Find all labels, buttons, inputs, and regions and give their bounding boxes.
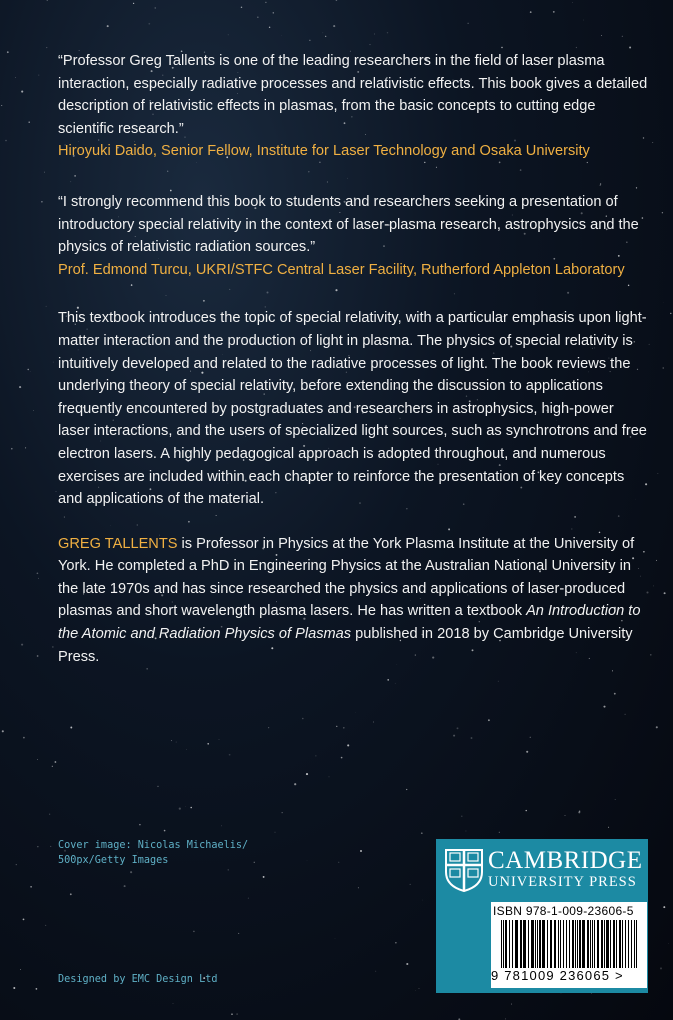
back-cover-text (58, 50, 648, 668)
star (395, 942, 396, 943)
star (624, 714, 625, 715)
star (269, 27, 270, 28)
barcode-bar (569, 920, 570, 968)
barcode-bar (501, 920, 502, 968)
star (5, 140, 7, 142)
star (46, 306, 47, 307)
star (498, 681, 499, 682)
star (37, 655, 39, 657)
barcode-bar (577, 920, 578, 968)
star (471, 737, 473, 739)
star (164, 830, 166, 832)
star (45, 925, 46, 926)
barcode-bar (613, 920, 615, 968)
star (457, 727, 459, 729)
barcode-bar (631, 920, 632, 968)
star (355, 713, 356, 714)
barcode-bar (604, 920, 605, 968)
star (336, 0, 338, 1)
star (601, 35, 602, 36)
star (28, 121, 29, 122)
star (107, 25, 109, 27)
star (19, 386, 21, 388)
star (338, 862, 339, 863)
barcode-bar (579, 920, 581, 968)
star (656, 726, 658, 728)
star (1, 105, 2, 106)
star (656, 560, 657, 561)
star (41, 201, 43, 203)
barcode-bar (619, 920, 621, 968)
barcode-bar (566, 920, 567, 968)
star (530, 737, 531, 738)
star (30, 886, 32, 888)
barcode-bar (597, 920, 599, 968)
star (501, 47, 502, 48)
star (662, 212, 663, 213)
barcode-bars (501, 920, 641, 972)
star (37, 759, 38, 760)
star (336, 726, 337, 727)
star (176, 742, 177, 743)
star (236, 1013, 237, 1014)
star (124, 885, 126, 887)
star (275, 832, 276, 833)
barcode-bar (531, 920, 534, 968)
star (511, 1004, 512, 1005)
barcode-bar (523, 920, 526, 968)
star (612, 670, 613, 671)
star (13, 987, 15, 989)
star (306, 773, 308, 775)
star (664, 592, 666, 594)
star (526, 751, 528, 753)
author-bio-end: published in 2018 by Cambridge University Press. (58, 626, 633, 665)
star (15, 77, 16, 78)
barcode-bar (622, 920, 623, 968)
publisher-name: CAMBRIDGE (488, 847, 643, 874)
barcode-bar (592, 920, 593, 968)
quote-2-attribution: Prof. Edmond Turcu, UKRI/STFC Central Laser Facility, Rutherford Appleton Laboratory (58, 261, 625, 278)
barcode-bar (628, 920, 629, 968)
star (670, 313, 671, 314)
quote-1-attribution: Hiroyuki Daido, Senior Fellow, Institute for Laser Technology and Osaka University (58, 143, 590, 160)
star (193, 931, 195, 933)
barcode-bar (606, 920, 609, 968)
star (139, 824, 141, 826)
star (28, 369, 29, 370)
star (603, 706, 605, 708)
star (133, 3, 134, 4)
star (410, 884, 411, 885)
barcode-bar (563, 920, 564, 968)
star (44, 172, 45, 173)
star (360, 850, 362, 852)
barcode-bar (528, 920, 529, 968)
previous-book-title: An Introduction to the Atomic and Radiation Physics of Plasmas (58, 603, 641, 643)
star (21, 644, 23, 646)
star (37, 846, 38, 847)
barcode-bar (601, 920, 603, 968)
star (374, 34, 375, 35)
barcode-bar (610, 920, 611, 968)
star (30, 371, 31, 372)
star (530, 11, 532, 13)
star (49, 814, 50, 815)
star (343, 727, 345, 729)
star (375, 971, 376, 972)
star (622, 36, 623, 37)
star (228, 34, 229, 35)
star (395, 683, 396, 684)
star (130, 871, 132, 873)
star (614, 693, 616, 695)
star (36, 988, 38, 990)
barcode-bar (560, 920, 561, 968)
star (238, 933, 239, 934)
star (147, 668, 148, 669)
star (526, 810, 527, 811)
star (652, 142, 653, 143)
star (23, 919, 25, 921)
star (23, 737, 25, 739)
barcode-bar (625, 920, 626, 968)
star (579, 810, 580, 811)
star (322, 32, 323, 33)
star (219, 739, 220, 740)
star (248, 898, 249, 899)
star (155, 7, 156, 8)
star (294, 783, 296, 785)
barcode-bar (542, 920, 545, 968)
star (419, 988, 420, 989)
barcode-bar (505, 920, 507, 968)
barcode-bar (616, 920, 617, 968)
cover-image-credit: Cover image: Nicolas Michaelis/ 500px/Getty Images (58, 840, 249, 866)
star (325, 36, 326, 37)
barcode-bar (554, 920, 556, 968)
quote-1-text: “Professor Greg Tallents is one of the leading researchers in the field of laser plasma interaction, especially radiative processes and relativistic effects. This book gives a detailed description of relativistic effects in plasmas, from the basic concepts to cutting edge scientific research.” (58, 53, 648, 137)
barcode-bar (539, 920, 541, 968)
quote-2-text: “I strongly recommend this book to students and researchers seeking a presentation of introductory special relativity in the context of laser-plasma research, astrophysics and the physics of relativistic radiation sources.” (58, 193, 639, 256)
barcode-bar (503, 920, 504, 968)
star (16, 864, 17, 865)
book-description: This textbook introduces the topic of special relativity, with a particular emphasis upon light-matter interaction and the production of light in plasma. The physics of special relativity is intuitively developed and related to the radiative processes of light. The book reviews the underlying theory of special relativity, before extending the discussion to applications frequently encountered by postgraduates and researchers in astrophysics, high-power laser interactions, and the users of specialized light sources, such as synchrotrons and free electron lasers. A highly pedagogical approach is adopted throughout, and numerous exercises are included within each chapter to reinforce the presentation of key concepts and applications of the material. (58, 310, 647, 508)
cambridge-shield-icon (444, 848, 484, 892)
star (660, 967, 662, 969)
star (231, 1013, 232, 1014)
star (207, 743, 209, 745)
star (373, 722, 374, 723)
star (358, 887, 359, 888)
isbn-barcode (491, 902, 647, 988)
author-bio-text: is Professor in Physics at the York Plasma Institute at the University of York. He completed a PhD in Engineering Physics at the Australian National University in the late 1970s and has since researched the physics and applications of laser-produced plasmas and short wavelength plasma lasers. He has written a textbook (58, 535, 635, 620)
star (565, 815, 566, 816)
star (21, 91, 23, 93)
barcode-bar (520, 920, 522, 968)
star (406, 963, 408, 965)
barcode-bar (547, 920, 548, 968)
star (56, 491, 57, 492)
star (70, 727, 72, 729)
barcode-bar (634, 920, 635, 968)
barcode-bar (512, 920, 513, 968)
star (406, 789, 407, 790)
design-credit: Designed by EMC Design Ltd (58, 974, 218, 985)
star (33, 410, 34, 411)
star (663, 367, 664, 368)
star (309, 40, 310, 41)
barcode-bar (537, 920, 538, 968)
star (553, 11, 555, 13)
barcode-bar (550, 920, 552, 968)
star (52, 646, 53, 647)
star (53, 362, 54, 363)
star (421, 832, 423, 834)
star (453, 735, 455, 737)
isbn-number: ISBN 978-1-009-23606-5 (493, 904, 634, 918)
star (468, 23, 469, 24)
star (7, 51, 9, 53)
star (663, 906, 665, 908)
star (315, 755, 316, 756)
star (228, 869, 229, 870)
barcode-bar (572, 920, 574, 968)
star (179, 808, 181, 810)
barcode-bar (535, 920, 536, 968)
star (333, 25, 335, 27)
star (190, 807, 192, 809)
barcode-bar (636, 920, 637, 968)
barcode-bar (515, 920, 518, 968)
star (38, 75, 39, 76)
star (302, 718, 304, 720)
star (173, 1003, 174, 1004)
star (335, 938, 336, 939)
author-name: GREG TALLENTS (58, 535, 178, 552)
star (70, 893, 72, 895)
star (328, 776, 329, 777)
star (499, 832, 500, 833)
star (282, 812, 283, 813)
barcode-bar (582, 920, 585, 968)
star (505, 1018, 506, 1019)
star (37, 572, 39, 574)
star (148, 23, 150, 25)
star (273, 12, 274, 13)
star (46, 47, 47, 48)
star (52, 766, 53, 767)
star (650, 654, 651, 655)
star (387, 32, 388, 33)
star (11, 448, 13, 450)
publisher-press: UNIVERSITY PRESS (488, 874, 637, 890)
star (20, 969, 21, 970)
barcode-bar (575, 920, 576, 968)
star (47, 0, 48, 1)
star (488, 719, 490, 721)
barcode-bar (509, 920, 510, 968)
star (347, 744, 349, 746)
star (268, 727, 269, 728)
star (615, 799, 616, 800)
star (649, 344, 650, 345)
star (572, 2, 573, 3)
star (465, 830, 466, 831)
author-bio (58, 533, 648, 669)
barcode-digits: 9 781009 236065 > (491, 968, 624, 983)
star (171, 740, 172, 741)
barcode-bar (590, 920, 591, 968)
star (25, 447, 26, 448)
star (229, 754, 231, 756)
star (241, 7, 242, 8)
star (55, 761, 57, 763)
star (608, 827, 609, 828)
star (387, 679, 389, 681)
star (2, 730, 4, 732)
star (265, 2, 266, 3)
star (629, 46, 631, 48)
barcode-bar (558, 920, 559, 968)
star (157, 786, 158, 787)
star (263, 876, 265, 878)
barcode-bar (587, 920, 589, 968)
barcode-bar (594, 920, 595, 968)
star (462, 816, 463, 817)
star (257, 17, 258, 18)
star (50, 846, 51, 847)
star (653, 586, 654, 587)
star (658, 473, 659, 474)
star (221, 825, 222, 826)
star (38, 578, 39, 579)
star (576, 47, 577, 48)
star (369, 44, 370, 45)
star (341, 757, 343, 759)
star (186, 750, 187, 751)
